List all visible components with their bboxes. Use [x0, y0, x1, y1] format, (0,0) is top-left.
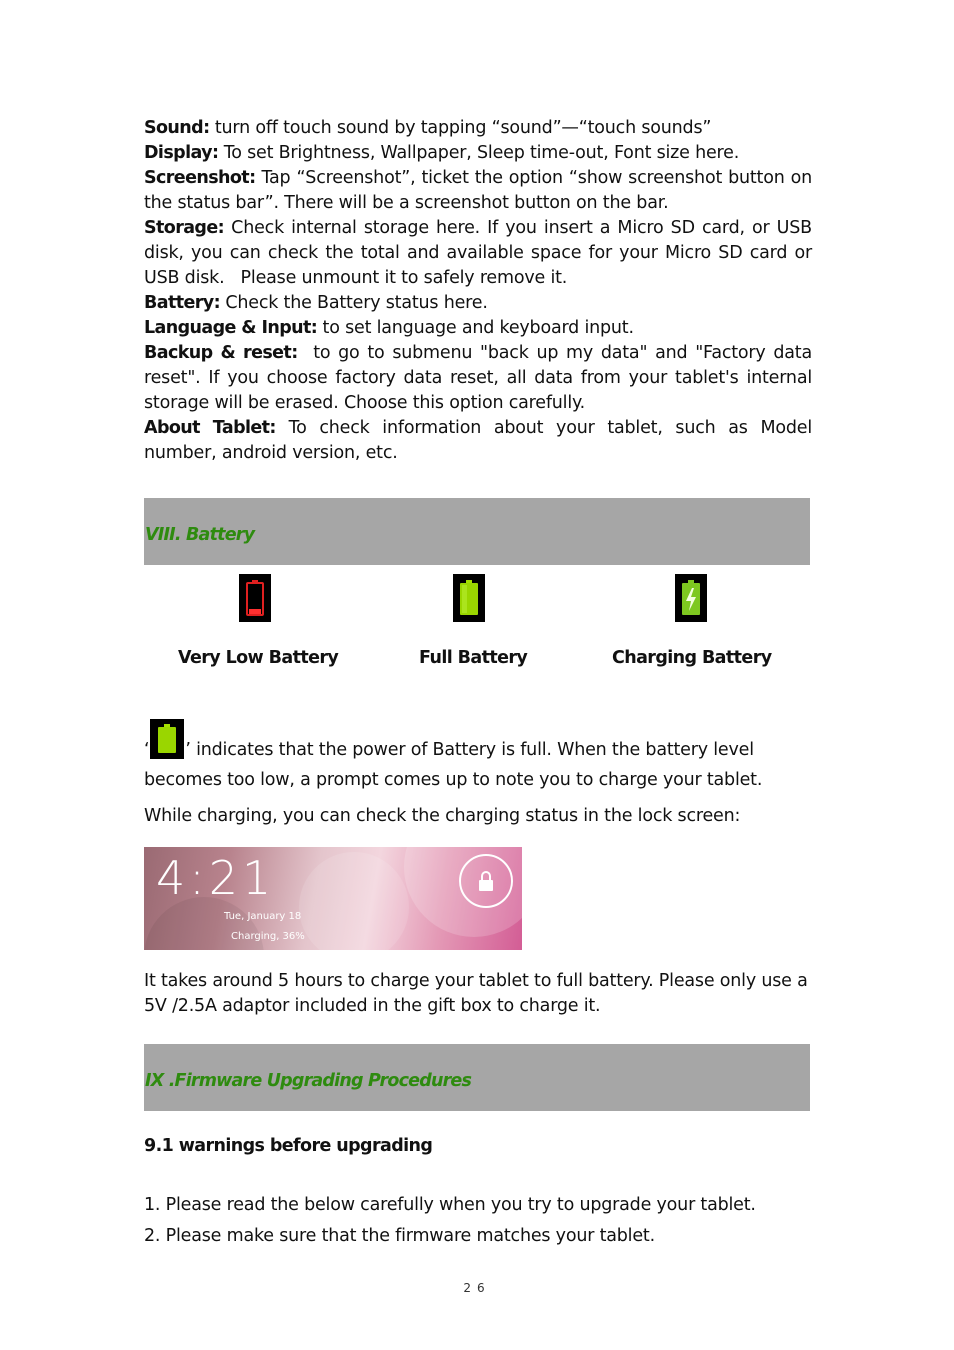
page-number: 26 [463, 1281, 491, 1295]
battery-label-low: Very Low Battery [178, 648, 339, 668]
section-title: VIII. Battery [145, 525, 255, 545]
setting-screenshot: Screenshot: Tap “Screenshot”, ticket the option “show screenshot button on the status bar”. There will be a screenshot button on the bar. [144, 168, 812, 213]
lockscreen-charging-status: Charging, 36% [231, 931, 305, 942]
lockscreen-intro: While charging, you can check the charging status in the lock screen: [144, 806, 741, 826]
battery-charging-icon [675, 574, 707, 622]
setting-display: Display: To set Brightness, Wallpaper, Sleep time-out, Font size here. [144, 143, 740, 163]
warning-item: 1. Please read the below carefully when you try to upgrade your tablet. [144, 1195, 756, 1215]
subsection-title: 9.1 warnings before upgrading [144, 1136, 433, 1156]
settings-descriptions [144, 116, 812, 466]
battery-low-icon [239, 574, 271, 622]
setting-language-input: Language & Input: to set language and keyboard input. [144, 318, 634, 338]
setting-about-tablet: About Tablet: To check information about your tablet, such as Model number, android version, etc. [144, 418, 812, 463]
setting-sound: Sound: turn off touch sound by tapping “sound”—“touch sounds” [144, 118, 712, 138]
setting-backup-reset: Backup & reset: to go to submenu "back up my data" and "Factory data reset". If you choose factory data reset, all data from your tablet's internal storage will be erased. Choose this option carefully. [144, 343, 812, 413]
setting-storage: Storage: Check internal storage here. If you insert a Micro SD card, or USB disk, you can check the total and available space for your Micro SD card or USB disk. Please unmount it to safely remove it. [144, 218, 812, 288]
battery-label-full: Full Battery [419, 648, 528, 668]
lockscreen-date: Tue, January 18 [224, 911, 302, 922]
battery-indicator-paragraph: ‘ ’ indicates that the power of Battery is full. When the battery level becomes too low, a prompt comes up to note you to charge your tablet. [144, 719, 812, 793]
section-title: IX .Firmware Upgrading Procedures [145, 1071, 472, 1091]
battery-full-icon [453, 574, 485, 622]
warning-item: 2. Please make sure that the firmware matches your tablet. [144, 1226, 655, 1246]
charge-time-paragraph: It takes around 5 hours to charge your tablet to full battery. Please only use a 5V /2.5A adaptor included in the gift box to charge it. [144, 971, 808, 1016]
section-header-battery [144, 498, 810, 565]
lock-icon[interactable] [460, 855, 512, 907]
battery-label-charging: Charging Battery [612, 648, 772, 668]
lockscreen-time: 4:21 [156, 851, 276, 905]
setting-battery: Battery: Check the Battery status here. [144, 293, 488, 313]
section-header-firmware [144, 1044, 810, 1111]
lockscreen-screenshot [144, 847, 522, 950]
battery-full-inline-icon [150, 719, 184, 767]
